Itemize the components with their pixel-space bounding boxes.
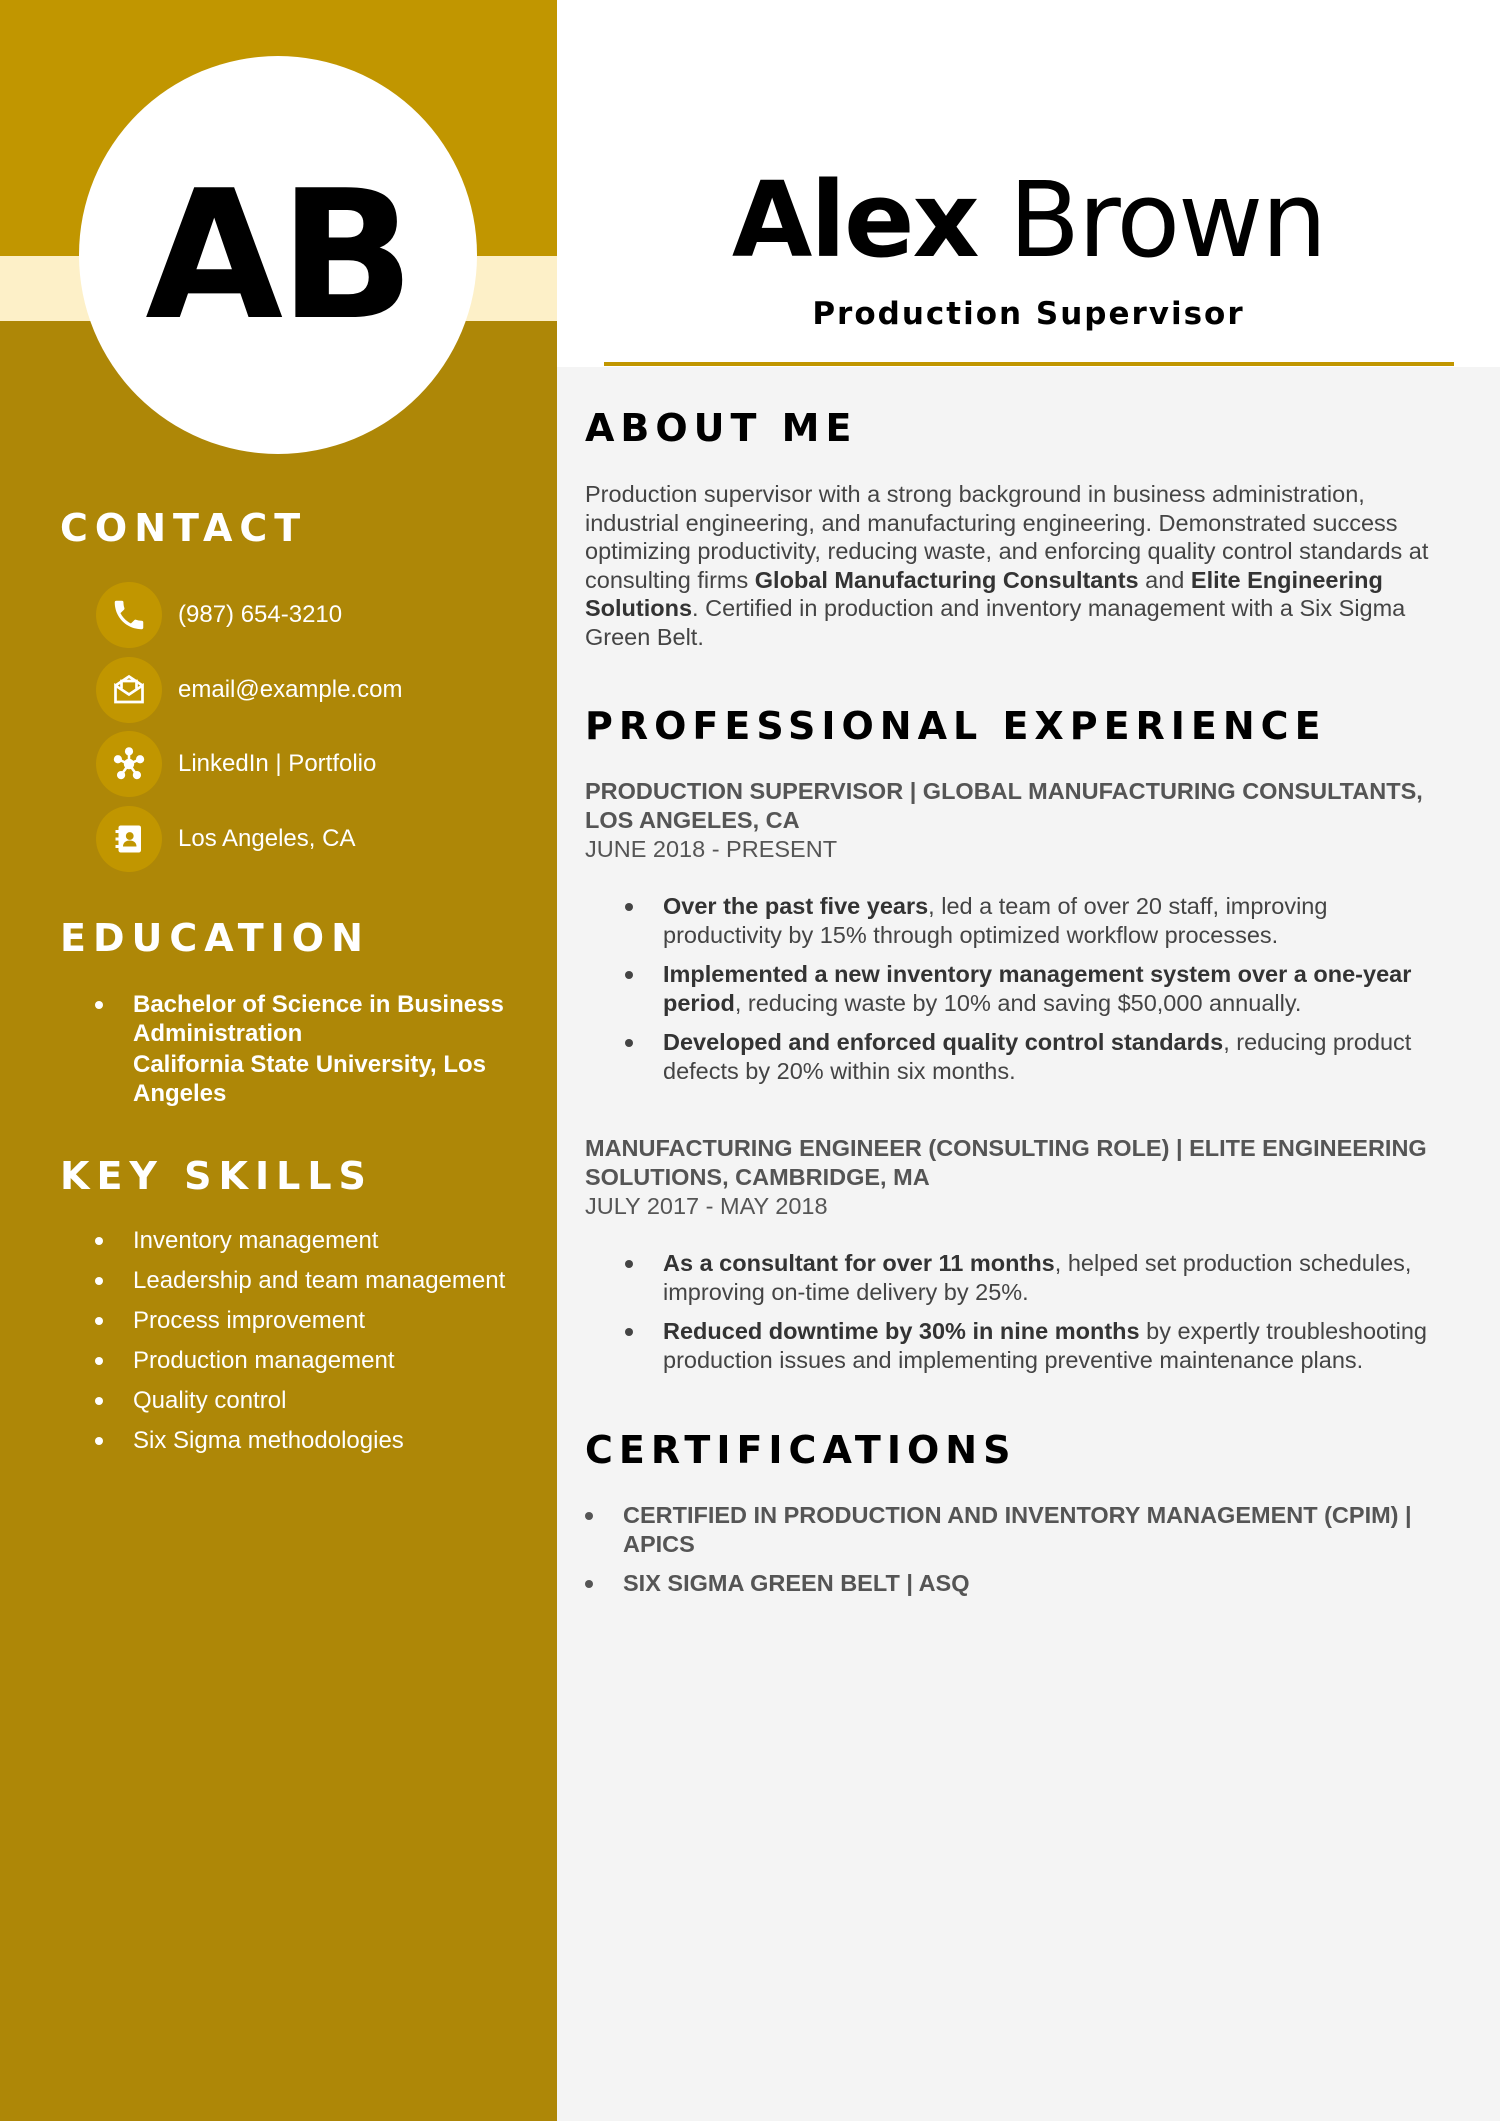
certification-item: CERTIFIED IN PRODUCTION AND INVENTORY MANAGEMENT (CPIM) | APICS (585, 1501, 1445, 1558)
job-bullet: Developed and enforced quality control standards, reducing product defects by 20% within six months. (585, 1028, 1445, 1085)
contact-email (96, 657, 402, 723)
contact-heading: CONTACT (60, 506, 308, 550)
job-dates: JULY 2017 - MAY 2018 (585, 1193, 828, 1219)
job-bullet: As a consultant for over 11 months, helped set production schedules, improving on-time delivery by 25%. (585, 1249, 1445, 1306)
contact-phone-text: (987) 654-3210 (178, 601, 343, 628)
skill-item: Leadership and team management (90, 1266, 510, 1295)
network-icon (96, 731, 162, 797)
phone-icon (96, 582, 162, 648)
certifications-heading: CERTIFICATIONS (585, 1428, 1017, 1472)
job-bullet: Over the past five years, led a team of over 20 staff, improving productivity by 15% through optimized workflow processes. (585, 892, 1445, 949)
firm-name: Elite Engineering Solutions (585, 566, 1383, 622)
skills-list (90, 1226, 510, 1466)
job-header: PRODUCTION SUPERVISOR | GLOBAL MANUFACTURING CONSULTANTS, LOS ANGELES, CA (585, 778, 1423, 833)
contact-location-text: Los Angeles, CA (178, 825, 356, 852)
education-heading: EDUCATION (60, 916, 370, 960)
about-text: Production supervisor with a strong background in business administration, industrial engineering, and manufacturing engineering. Demonstrated success optimizing productivity, reducing waste, and enforcing quality control standards at consulting firms Global Manufacturing Consultants and Elite Engineering Solutions. Certified in production and inventory management with a Six Sigma Green Belt. (585, 481, 1429, 650)
certification-item: SIX SIGMA GREEN BELT | ASQ (585, 1569, 1445, 1598)
skill-item: Six Sigma methodologies (90, 1426, 510, 1455)
education-list (90, 990, 510, 1108)
monogram-badge (79, 56, 477, 454)
skills-heading: KEY SKILLS (60, 1154, 373, 1198)
experience-heading: PROFESSIONAL EXPERIENCE (585, 704, 1327, 748)
job-bullet: Reduced downtime by 30% in nine months by expertly troubleshooting production issues and implementing preventive maintenance plans. (585, 1317, 1445, 1374)
email-icon (96, 657, 162, 723)
education-degree: Bachelor of Science in Business Administration (133, 991, 504, 1047)
contact-phone (96, 582, 342, 648)
job-header: MANUFACTURING ENGINEER (CONSULTING ROLE) | ELITE ENGINEERING SOLUTIONS, CAMBRIDGE, MA (585, 1135, 1427, 1190)
skill-item: Quality control (90, 1386, 510, 1415)
address-book-icon (96, 806, 162, 872)
skill-item: Production management (90, 1346, 510, 1375)
job-bullet: Implemented a new inventory management system over a one-year period, reducing waste by 10% and saving $50,000 annually. (585, 960, 1445, 1017)
firm-name: Global Manufacturing Consultants (754, 566, 1139, 593)
certifications-list (585, 1501, 1445, 1609)
education-item (90, 990, 510, 1108)
skill-item: Inventory management (90, 1226, 510, 1255)
contact-email-text[interactable]: email@example.com (178, 676, 403, 703)
education-school: California State University, Los Angeles (133, 1051, 486, 1107)
full-name (557, 159, 1500, 281)
contact-links-text[interactable]: LinkedIn | Portfolio (178, 750, 377, 777)
contact-location (96, 806, 355, 872)
last-name: Brown (1008, 159, 1326, 281)
monogram-initials: AB (145, 151, 411, 359)
contact-links (96, 731, 376, 797)
job-bullets (585, 892, 1445, 1097)
first-name: Alex (731, 159, 978, 281)
job-bullets (585, 1249, 1445, 1385)
about-heading: ABOUT ME (585, 406, 858, 450)
title-divider (604, 362, 1454, 366)
skill-item: Process improvement (90, 1306, 510, 1335)
job-title: Production Supervisor (812, 296, 1245, 332)
job-dates: JUNE 2018 - PRESENT (585, 836, 838, 862)
